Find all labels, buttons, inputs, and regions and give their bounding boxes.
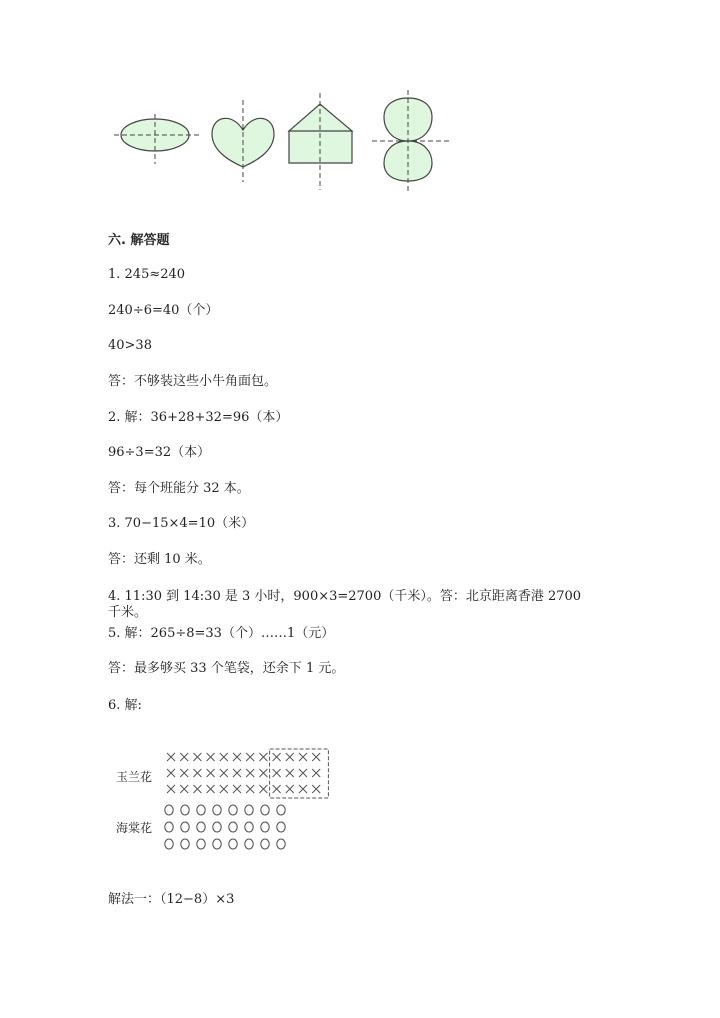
cross-mark — [207, 753, 215, 761]
cross-mark — [259, 785, 267, 793]
cross-mark — [246, 785, 254, 793]
circle-mark — [245, 805, 253, 815]
circle-mark — [165, 822, 173, 832]
symmetry-figures — [0, 0, 720, 220]
cross-mark — [180, 753, 188, 761]
method-one: 解法一：（12−8）×3 — [108, 892, 235, 907]
cross-mark — [246, 753, 254, 761]
answer-line: 240÷6=40（个） — [108, 303, 219, 318]
cross-mark — [273, 785, 281, 793]
cross-mark — [207, 785, 215, 793]
cross-mark — [286, 785, 294, 793]
circle-mark — [277, 822, 285, 832]
cross-mark — [246, 769, 254, 777]
circle-mark — [213, 805, 221, 815]
cross-mark — [259, 769, 267, 777]
cross-mark — [167, 753, 175, 761]
circle-mark — [181, 839, 189, 849]
circle-mark — [277, 805, 285, 815]
circle-mark — [229, 839, 237, 849]
circle-mark — [261, 839, 269, 849]
answer-line: 答：最多够买 33 个笔袋，还余下 1 元。 — [108, 661, 345, 676]
cross-mark — [220, 769, 228, 777]
cross-mark — [299, 785, 307, 793]
circle-mark — [181, 822, 189, 832]
circle-mark — [197, 839, 205, 849]
cross-mark — [233, 785, 241, 793]
circle-mark — [197, 822, 205, 832]
answer-line: 1. 245≈240 — [108, 267, 186, 282]
cross-mark — [299, 753, 307, 761]
circle-mark — [229, 805, 237, 815]
cross-mark — [220, 785, 228, 793]
circle-mark — [165, 805, 173, 815]
answer-line: 答：还剩 10 米。 — [108, 552, 211, 567]
cross-mark — [312, 753, 320, 761]
cross-mark — [312, 785, 320, 793]
cross-mark — [299, 769, 307, 777]
circle-mark — [165, 839, 173, 849]
circle-mark — [277, 839, 285, 849]
circle-mark — [245, 822, 253, 832]
circle-mark — [181, 805, 189, 815]
circle-mark — [213, 822, 221, 832]
answer-line: 3. 70−15×4=10（米） — [108, 516, 255, 531]
circle-mark — [261, 805, 269, 815]
cross-mark — [193, 753, 201, 761]
answer-line: 4. 11:30 到 14:30 是 3 小时，900×3=2700（千米）。答：北京距离香港 2700 — [108, 589, 582, 604]
cross-mark — [167, 785, 175, 793]
begonia-label: 海棠花 — [116, 821, 153, 835]
cross-mark — [312, 769, 320, 777]
cross-mark — [273, 769, 281, 777]
answer-line: 5. 解：265÷8=33（个）……1（元） — [108, 626, 335, 641]
circle-mark — [197, 805, 205, 815]
answer-line: 96÷3=32（本） — [108, 445, 211, 460]
answer-line: 千米。 — [108, 605, 148, 620]
dashed-box — [270, 749, 329, 798]
circle-mark — [245, 839, 253, 849]
cross-mark — [180, 785, 188, 793]
cross-mark — [286, 769, 294, 777]
cross-mark — [273, 753, 281, 761]
cross-mark — [180, 769, 188, 777]
answer-line: 答：每个班能分 32 本。 — [108, 481, 250, 496]
section-title: 六. 解答题 — [108, 233, 170, 248]
magnolia-label: 玉兰花 — [116, 770, 153, 784]
answer-line: 6. 解: — [108, 698, 142, 713]
circle-mark — [261, 822, 269, 832]
cross-mark — [286, 753, 294, 761]
cross-mark — [207, 769, 215, 777]
cross-mark — [193, 769, 201, 777]
cross-mark — [259, 753, 267, 761]
cross-mark — [193, 785, 201, 793]
cross-mark — [167, 769, 175, 777]
cross-mark — [220, 753, 228, 761]
answer-line: 40>38 — [108, 338, 152, 353]
answer-line: 答：不够装这些小牛角面包。 — [108, 374, 278, 389]
answer-line: 2. 解：36+28+32=96（本） — [108, 410, 289, 425]
cross-mark — [233, 769, 241, 777]
cross-mark — [233, 753, 241, 761]
circle-mark — [229, 822, 237, 832]
circle-mark — [213, 839, 221, 849]
